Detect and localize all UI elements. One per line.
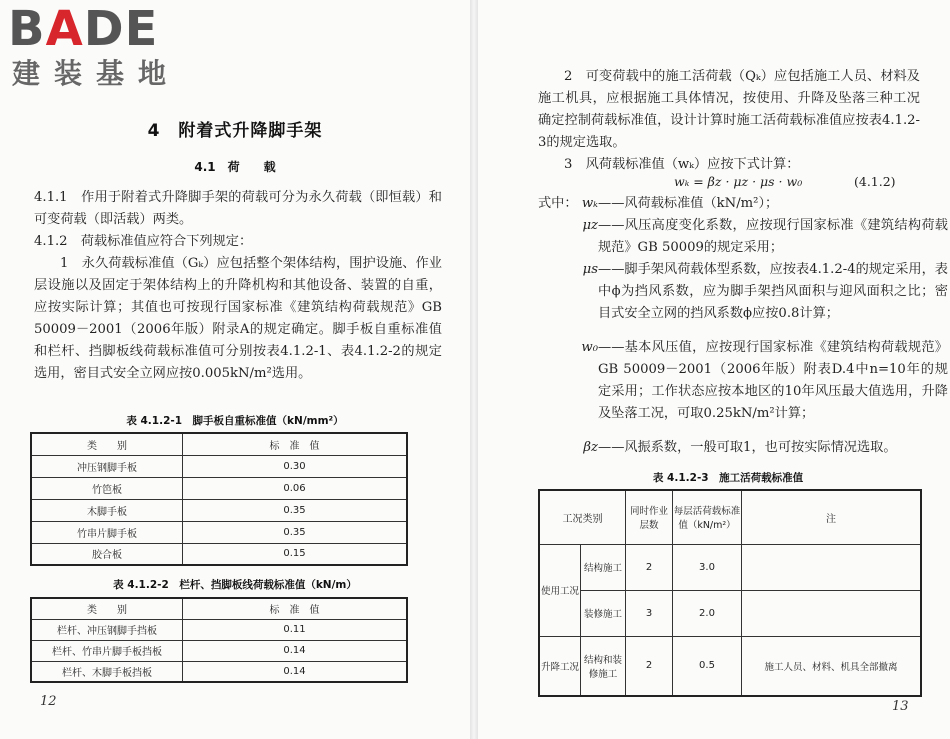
cell-layers: 3 — [626, 590, 673, 636]
definition-mu-z — [572, 215, 948, 259]
cell-category: 竹串片脚手板 — [31, 521, 183, 543]
table-header-row — [31, 433, 407, 455]
logo-letter-b: B — [8, 1, 46, 57]
cell-category: 竹笆板 — [31, 477, 183, 499]
cell-value: 0.11 — [183, 619, 408, 640]
logo-letters-de: DE — [83, 1, 159, 57]
cell-category: 胶合板 — [31, 543, 183, 565]
clause-4-1-2: 4.1.2 荷载标准值应符合下列规定： — [34, 234, 253, 249]
cell-layers: 2 — [626, 636, 673, 696]
item-2-live-load: 2 可变荷载中的施工活荷载（Qₖ）应包括施工人员、材料及施工机具，应根据施工具体情况，按使用、升降及坠落三种工况确定控制荷载标准值，设计计算时施工活荷载标准值应按表4.1.2-3的规定选取。 — [538, 69, 920, 150]
cell-note — [742, 590, 922, 636]
table-row — [31, 499, 407, 521]
definition-beta-z — [572, 437, 922, 459]
cell-value: 0.06 — [183, 477, 408, 499]
cell-type: 结构和装修施工 — [581, 636, 626, 696]
page-number-right: 13 — [892, 699, 909, 714]
header-category: 类 别 — [31, 598, 183, 619]
header-load: 每层活荷载标准值（kN/m²） — [673, 490, 742, 544]
table-row — [31, 477, 407, 499]
page-number-left: 12 — [40, 694, 57, 709]
formula-number: (4.1.2) — [854, 174, 896, 189]
cell-note: 施工人员、材料、机具全部撤离 — [742, 636, 922, 696]
wind-load-formula: wₖ = βz · μz · μs · w₀ — [674, 174, 803, 189]
table-header-row — [31, 598, 407, 619]
table-row — [31, 640, 407, 661]
group-use-condition: 使用工况 — [539, 544, 581, 636]
def-symbol: μz — [582, 218, 598, 233]
def-text: ——脚手架风荷载体型系数，应按表4.1.2-4的规定采用，表中ϕ为挡风系数，应为脚手架挡风面积与迎风面积之比；密目式安全立网的挡风系数ϕ应按0.8计算； — [598, 262, 948, 321]
table-2-caption: 表 4.1.2-2 栏杆、挡脚板线荷载标准值（kN/m） — [113, 579, 357, 591]
table-row — [31, 521, 407, 543]
table-row — [31, 619, 407, 640]
cell-value: 0.14 — [183, 661, 408, 682]
cell-category: 冲压钢脚手板 — [31, 455, 183, 477]
item-3-wind-load: 3 风荷载标准值（wₖ）应按下式计算： — [564, 157, 800, 172]
header-note: 注 — [742, 490, 922, 544]
item-1-permanent-load: 1 永久荷载标准值（Gₖ）应包括整个架体结构，围护设施、作业层设施以及固定于架体结构上的升降机构和其他设备、装置的自重，应按实际计算；其值也可按现行国家标准《建筑结构荷载规范》GB 50009－2001（2006年版）附录A的规定确定。脚手板自重标准值和栏杆、挡脚板线荷载标准值可分别按表4.1.2-1、表4.1.2-2的规定选用，密目式安全立网应按0.005kN/m²选用。 — [34, 256, 442, 381]
definition-w0 — [572, 337, 948, 425]
cell-type: 结构施工 — [581, 544, 626, 590]
table-railing-line-load — [30, 597, 408, 683]
def-text: ——风压高度变化系数，应按现行国家标准《建筑结构荷载规范》GB 50009的规定采用； — [598, 218, 948, 255]
cell-load: 0.5 — [673, 636, 742, 696]
table-row — [539, 590, 921, 636]
bade-logo — [8, 1, 159, 57]
def-text: ——风振系数，一般可取1，也可按实际情况选取。 — [598, 440, 897, 455]
table-3-caption: 表 4.1.2-3 施工活荷载标准值 — [652, 472, 804, 484]
chapter-title: 4 附着式升降脚手架 — [147, 121, 323, 141]
header-condition: 工况类别 — [539, 490, 626, 544]
cell-category: 栏杆、竹串片脚手板挡板 — [31, 640, 183, 661]
table-row — [539, 636, 921, 696]
def-symbol: μs — [582, 262, 598, 277]
definition-mu-s — [572, 259, 948, 325]
where-label: 式中： — [538, 196, 578, 211]
book-gutter — [470, 0, 478, 739]
cell-load: 3.0 — [673, 544, 742, 590]
cell-value: 0.14 — [183, 640, 408, 661]
header-value: 标 准 值 — [183, 433, 408, 455]
header-category: 类 别 — [31, 433, 183, 455]
group-lift-condition: 升降工况 — [539, 636, 581, 696]
table-1-caption: 表 4.1.2-1 脚手板自重标准值（kN/mm²） — [126, 415, 344, 427]
table-scaffold-board-weight — [30, 432, 408, 566]
left-page — [0, 0, 470, 739]
cell-note — [742, 544, 922, 590]
cell-load: 2.0 — [673, 590, 742, 636]
def-symbol: βz — [583, 440, 598, 455]
def-symbol: w₀ — [581, 340, 598, 355]
cell-category: 木脚手板 — [31, 499, 183, 521]
header-value: 标 准 值 — [183, 598, 408, 619]
logo-subtitle: 建装基地 — [12, 57, 181, 90]
table-header-row — [539, 490, 921, 544]
logo-letter-a: A — [45, 1, 84, 57]
def-text: ——基本风压值，应按现行国家标准《建筑结构荷载规范》GB 50009－2001（2006年版）附表D.4中n=10年的规定采用；工作状态应按本地区的10年风压最大值选用，升降及坠落工况，可取0.25kN/m²计算； — [598, 340, 948, 421]
cell-category: 栏杆、冲压钢脚手挡板 — [31, 619, 183, 640]
definition-wk — [572, 193, 922, 215]
def-text: ——风荷载标准值（kN/m²）； — [598, 196, 779, 211]
cell-value: 0.35 — [183, 521, 408, 543]
table-row — [31, 543, 407, 565]
table-row — [31, 661, 407, 682]
table-construction-live-load — [538, 489, 922, 697]
table-row — [539, 544, 921, 590]
right-page — [478, 0, 950, 739]
cell-value: 0.35 — [183, 499, 408, 521]
cell-value: 0.15 — [183, 543, 408, 565]
section-title: 4.1 荷 载 — [194, 160, 276, 174]
table-row — [31, 455, 407, 477]
def-symbol: wₖ — [581, 196, 598, 211]
cell-value: 0.30 — [183, 455, 408, 477]
cell-category: 栏杆、木脚手板挡板 — [31, 661, 183, 682]
clause-4-1-1: 4.1.1 作用于附着式升降脚手架的荷载可分为永久荷载（即恒载）和可变荷载（即活载）两类。 — [34, 190, 442, 227]
cell-layers: 2 — [626, 544, 673, 590]
cell-type: 装修施工 — [581, 590, 626, 636]
header-layers: 同时作业层数 — [626, 490, 673, 544]
